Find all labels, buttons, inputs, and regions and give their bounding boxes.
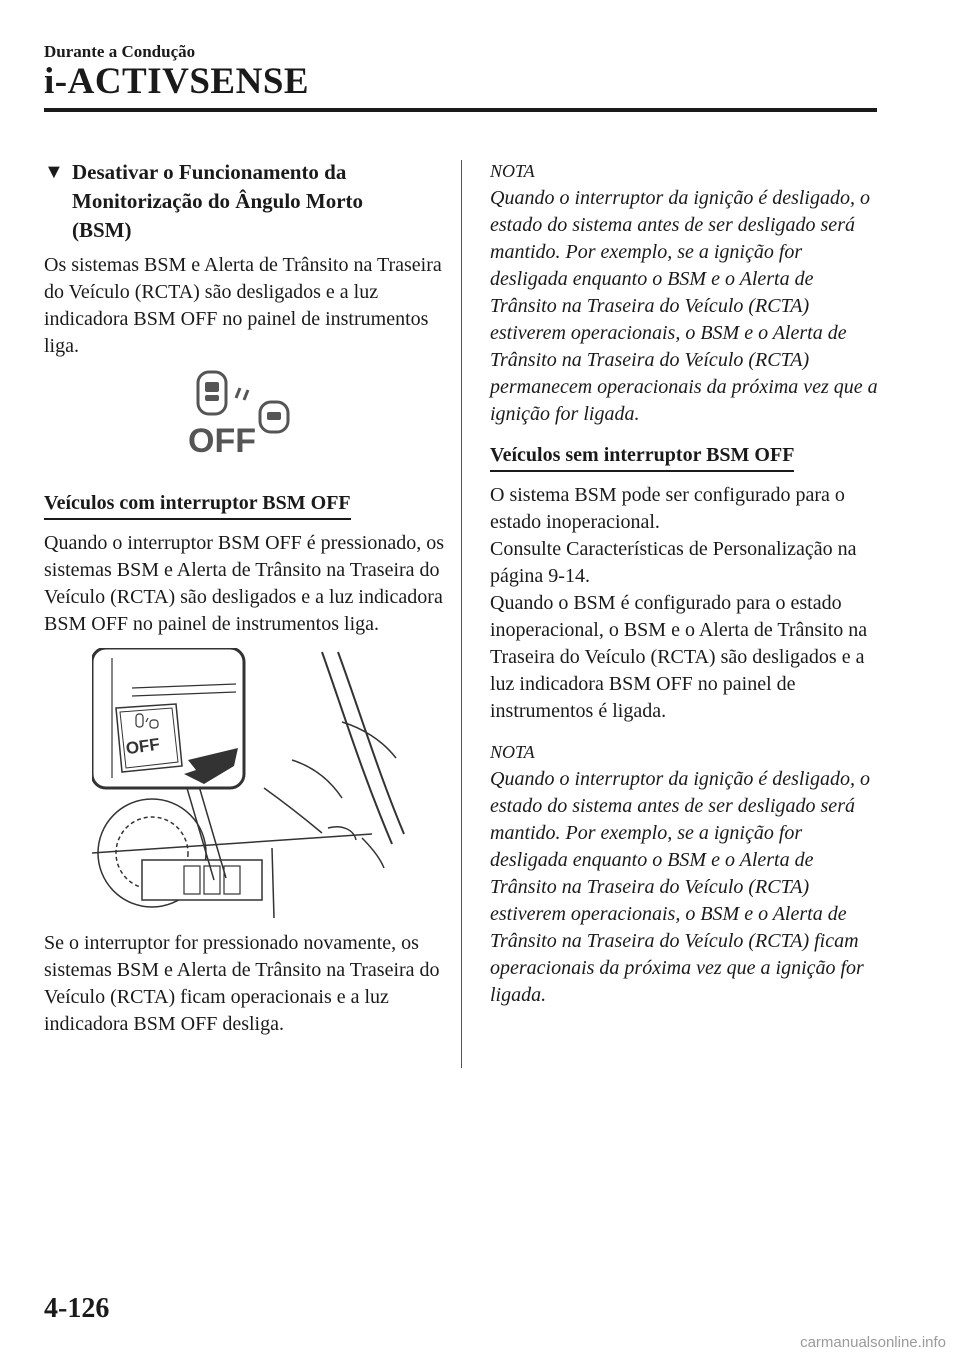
- right-column: [490, 158, 880, 1015]
- indicator-off-text: OFF: [188, 422, 256, 460]
- note-label: NOTA: [490, 161, 535, 181]
- paragraph-config: O sistema BSM pode ser configurado para o estado inoperacional.: [490, 484, 845, 533]
- note-text-2: Quando o interruptor da ignição é desligado, o estado do sistema antes de ser desligado será mantido. Por exemplo, se a ignição for desligada enquanto o BSM e o Alerta de Trânsito na Traseira do Veículo (RCTA) estiverem operacionais, o BSM e o Alerta de Trânsito na Traseira do Veículo (RCTA) ficam operacionais da próxima vez que a ignição for ligada.: [490, 768, 870, 1006]
- paragraph-intro: Os sistemas BSM e Alerta de Trânsito na Traseira do Veículo (RCTA) são desligados e a luz indicadora BSM OFF no painel de instrumentos liga.: [44, 254, 442, 357]
- subheading-with-switch: Veículos com interruptor BSM OFF: [44, 490, 351, 520]
- page-number: 4-126: [44, 1293, 110, 1324]
- heading-line-1: Desativar o Funcionamento da: [72, 160, 347, 184]
- watermark: carmanualsonline.info: [800, 1334, 946, 1351]
- paragraph-inoperational: Quando o BSM é configurado para o estado inoperacional, o BSM e o Alerta de Trânsito na Traseira do Veículo (RCTA) são desligados e a luz indicadora BSM OFF no painel de instrumentos é ligada.: [490, 592, 868, 722]
- switch-off-text: OFF: [124, 734, 161, 759]
- triangle-bullet-icon: ▼: [44, 161, 64, 183]
- column-divider: [461, 160, 462, 1068]
- note-text: Quando o interruptor da ignição é desligado, o estado do sistema antes de ser desligado será mantido. Por exemplo, se a ignição for desligada enquanto o BSM e o Alerta de Trânsito na Traseira do Veículo (RCTA) estiverem operacionais, o BSM e o Alerta de Trânsito na Traseira do Veículo (RCTA) permanecem operacionais da próxima vez que a ignição for ligada.: [490, 187, 878, 425]
- header-rule: [44, 108, 877, 112]
- bsm-off-indicator-icon: [184, 366, 304, 466]
- dashboard-switch-illustration: [92, 648, 412, 918]
- left-column: [44, 158, 444, 1044]
- subheading-without-switch: Veículos sem interruptor BSM OFF: [490, 442, 794, 472]
- chapter-title: i-ACTIVSENSE: [44, 61, 310, 102]
- section-heading: [44, 158, 444, 245]
- paragraph-reference: Consulte Características de Personalização na página 9-14.: [490, 538, 857, 587]
- heading-line-3: (BSM): [72, 218, 132, 242]
- paragraph-press-again: Se o interruptor for pressionado novamente, os sistemas BSM e Alerta de Trânsito na Traseira do Veículo (RCTA) ficam operacionais e a luz indicadora BSM OFF desliga.: [44, 932, 440, 1035]
- note-label-2: NOTA: [490, 742, 535, 762]
- heading-line-2: Monitorização do Ângulo Morto: [72, 189, 364, 213]
- paragraph-switch: Quando o interruptor BSM OFF é pressionado, os sistemas BSM e Alerta de Trânsito na Traseira do Veículo (RCTA) são desligados e a luz indicadora BSM OFF no painel de instrumentos liga.: [44, 532, 444, 635]
- section-title: Durante a Condução: [44, 42, 196, 61]
